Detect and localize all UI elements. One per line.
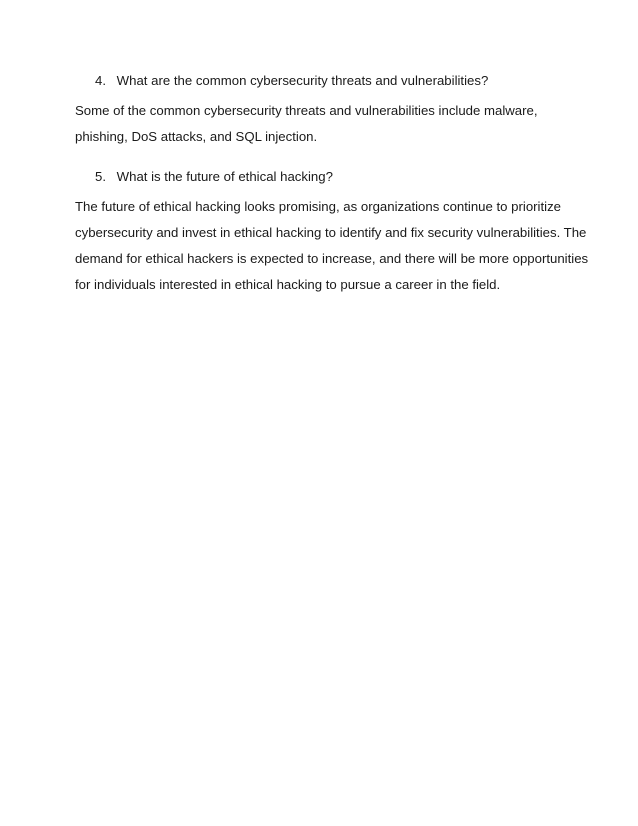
answer-4	[75, 103, 575, 155]
question-number: 5.	[95, 169, 106, 184]
answer-5	[75, 199, 589, 303]
answer-line: phishing, DoS attacks, and SQL injection.	[75, 129, 318, 144]
answer-line: The future of ethical hacking looks promising, as organizations continue to prioritize	[75, 199, 561, 214]
question-number: 4.	[95, 73, 106, 88]
question-4	[95, 73, 488, 89]
question-5	[95, 169, 333, 185]
question-text: What is the future of ethical hacking?	[116, 169, 333, 184]
question-text: What are the common cybersecurity threats and vulnerabilities?	[116, 73, 489, 88]
answer-line: Some of the common cybersecurity threats and vulnerabilities include malware,	[75, 103, 538, 118]
answer-line: cybersecurity and invest in ethical hacking to identify and fix security vulnerabilities. The	[75, 225, 587, 240]
answer-line: for individuals interested in ethical hacking to pursue a career in the field.	[75, 277, 501, 292]
answer-line: demand for ethical hackers is expected to increase, and there will be more opportunities	[75, 251, 589, 266]
